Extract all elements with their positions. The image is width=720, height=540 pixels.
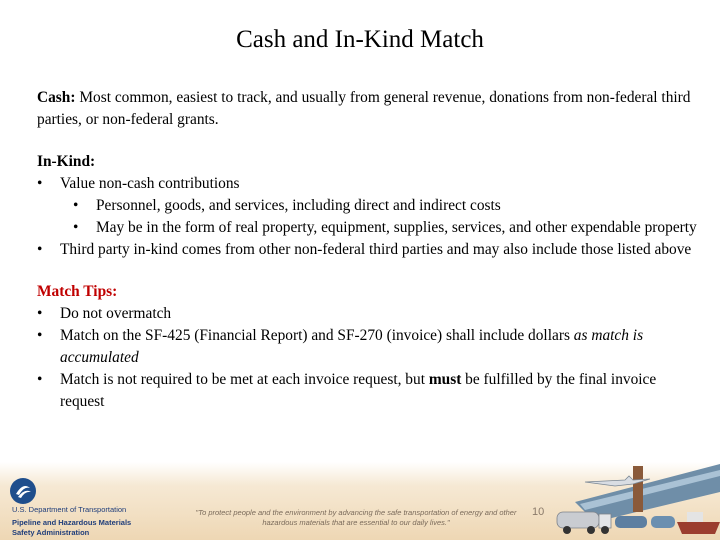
inkind-list — [37, 173, 697, 261]
dot-logo-icon — [10, 478, 36, 504]
department-name: U.S. Department of Transportation — [12, 505, 127, 514]
tip-bullet-3-end: be fulfilled by the final invoice request — [60, 371, 657, 410]
tip-bullet-2-italic: as match is accumulated — [60, 327, 644, 366]
transport-collage-image — [555, 462, 720, 540]
cash-text: Most common, easiest to track, and usually from general revenue, donations from non-federal third parties, or non-federal grants. — [37, 89, 691, 128]
inkind-label: In-Kind: — [37, 153, 96, 170]
slide-body — [37, 87, 697, 413]
inkind-subbullet-2: • May be in the form of real property, equipment, supplies, services, and other expendable property — [37, 217, 697, 239]
tip-bullet-2-text: Match on the SF-425 (Financial Report) and SF-270 (invoice) shall include dollars — [60, 327, 574, 344]
tip-bullet-2 — [37, 325, 697, 369]
slide-title: Cash and In-Kind Match — [236, 26, 484, 53]
tip-bullet-3-bold: must — [428, 371, 462, 388]
mission-quote: "To protect people and the environment by advancing the safe transportation of energy and other hazardous materials that are essential to our daily lives." — [195, 508, 517, 527]
tip-bullet-3 — [37, 369, 697, 413]
agency-line-1: Pipeline and Hazardous Materials — [12, 518, 132, 527]
page-number: 10 — [532, 506, 545, 518]
inkind-subbullet-1: • Personnel, goods, and services, including direct and indirect costs — [37, 195, 697, 217]
tip-bullet-3-text: Match is not required to be met at each invoice request, but — [60, 371, 429, 388]
cash-paragraph — [37, 87, 697, 131]
inkind-bullet-2: • Third party in-kind comes from other non-federal third parties and may also include those listed above — [37, 239, 697, 261]
cash-label: Cash: — [37, 89, 76, 106]
match-tips-list — [37, 303, 697, 413]
match-tips-label: Match Tips: — [37, 283, 118, 300]
agency-line-2: Safety Administration — [12, 528, 90, 537]
agency-name — [12, 505, 182, 538]
inkind-bullet-1: • Value non-cash contributions — [37, 173, 697, 195]
tip-bullet-1: • Do not overmatch — [37, 303, 697, 325]
